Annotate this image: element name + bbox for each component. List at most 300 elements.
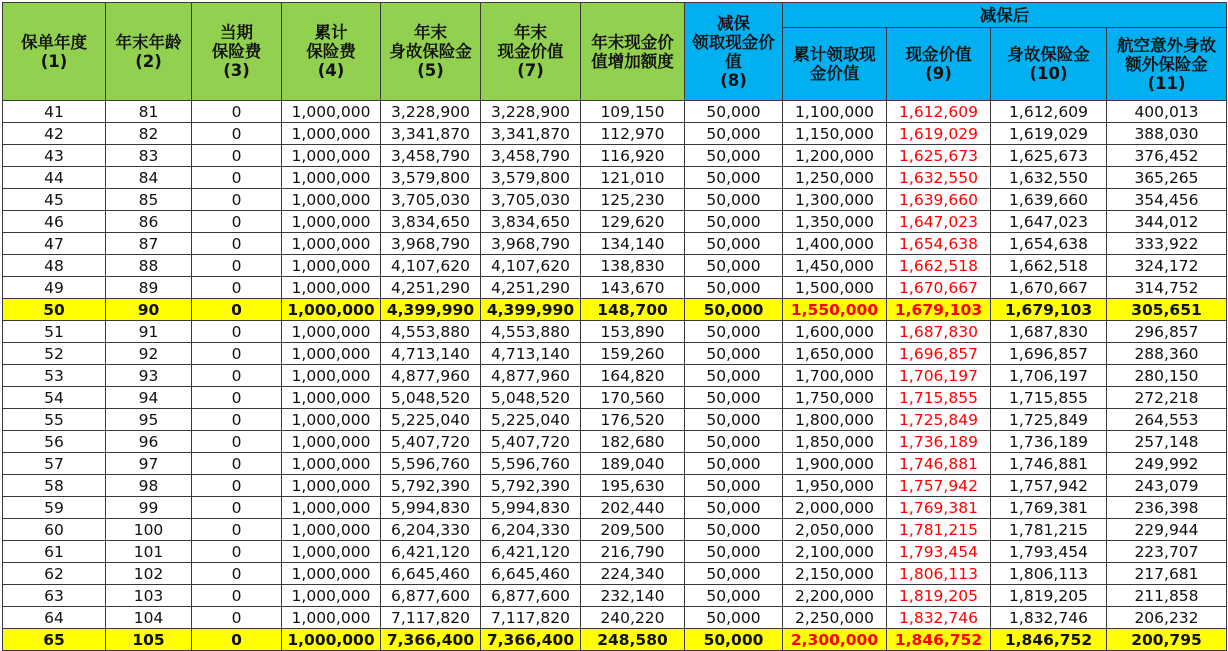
- cell-cash-value: 4,877,960: [481, 365, 581, 387]
- cell-cash-value-increase: 209,500: [581, 519, 685, 541]
- cell-air-accident-benefit: 314,752: [1107, 277, 1227, 299]
- cell-cash-value-after: 1,632,550: [887, 167, 991, 189]
- cell-cash-value-after: 1,696,857: [887, 343, 991, 365]
- cell-death-benefit-after: 1,625,673: [991, 145, 1107, 167]
- cell-current-premium: 0: [192, 277, 282, 299]
- cell-withdrawal: 50,000: [685, 123, 783, 145]
- header-line: (7): [517, 61, 544, 80]
- cell-cash-value-after: 1,625,673: [887, 145, 991, 167]
- cell-death-benefit-after: 1,687,830: [991, 321, 1107, 343]
- cell-withdrawal: 50,000: [685, 189, 783, 211]
- cell-policy-year: 59: [3, 497, 106, 519]
- cell-withdrawal: 50,000: [685, 167, 783, 189]
- header-line: 保险费: [211, 42, 262, 61]
- header-line: 领取现金价: [692, 32, 775, 52]
- cell-death-benefit: 4,553,880: [381, 321, 481, 343]
- cell-cash-value: 4,107,620: [481, 255, 581, 277]
- cell-cumulative-withdrawal: 1,200,000: [783, 145, 887, 167]
- cell-cumulative-premium: 1,000,000: [282, 497, 381, 519]
- cell-cash-value-after: 1,706,197: [887, 365, 991, 387]
- cell-cash-value-after: 1,647,023: [887, 211, 991, 233]
- table-row: [3, 497, 1227, 519]
- cell-policy-year: 50: [3, 299, 106, 321]
- cell-cumulative-withdrawal: 1,850,000: [783, 431, 887, 453]
- cell-cash-value-after: 1,687,830: [887, 321, 991, 343]
- cell-age: 87: [106, 233, 192, 255]
- cell-air-accident-benefit: 217,681: [1107, 563, 1227, 585]
- cell-current-premium: 0: [192, 365, 282, 387]
- cell-air-accident-benefit: 324,172: [1107, 255, 1227, 277]
- cell-cumulative-withdrawal: 1,150,000: [783, 123, 887, 145]
- cell-cash-value-after: 1,662,518: [887, 255, 991, 277]
- cell-withdrawal: 50,000: [685, 541, 783, 563]
- cell-death-benefit: 5,048,520: [381, 387, 481, 409]
- cell-cumulative-premium: 1,000,000: [282, 519, 381, 541]
- cell-policy-year: 58: [3, 475, 106, 497]
- cell-death-benefit: 3,968,790: [381, 233, 481, 255]
- cell-cumulative-withdrawal: 1,950,000: [783, 475, 887, 497]
- cell-withdrawal: 50,000: [685, 629, 783, 651]
- cell-cash-value-increase: 121,010: [581, 167, 685, 189]
- cell-cash-value-after: 1,757,942: [887, 475, 991, 497]
- cell-policy-year: 51: [3, 321, 106, 343]
- cell-cash-value-after: 1,746,881: [887, 453, 991, 475]
- cell-death-benefit: 7,117,820: [381, 607, 481, 629]
- cell-withdrawal: 50,000: [685, 365, 783, 387]
- cell-cash-value-increase: 112,970: [581, 123, 685, 145]
- header-line: 值增加额度: [591, 51, 674, 71]
- cell-current-premium: 0: [192, 299, 282, 321]
- cell-current-premium: 0: [192, 607, 282, 629]
- cell-age: 81: [106, 101, 192, 123]
- cell-age: 83: [106, 145, 192, 167]
- cell-withdrawal: 50,000: [685, 101, 783, 123]
- cell-cash-value: 7,117,820: [481, 607, 581, 629]
- cell-cumulative-premium: 1,000,000: [282, 101, 381, 123]
- cell-withdrawal: 50,000: [685, 431, 783, 453]
- cell-air-accident-benefit: 229,944: [1107, 519, 1227, 541]
- cell-air-accident-benefit: 236,398: [1107, 497, 1227, 519]
- table-row: [3, 541, 1227, 563]
- cell-cumulative-withdrawal: 1,500,000: [783, 277, 887, 299]
- cell-air-accident-benefit: 365,265: [1107, 167, 1227, 189]
- cell-death-benefit: 4,399,990: [381, 299, 481, 321]
- cell-age: 103: [106, 585, 192, 607]
- cell-cumulative-withdrawal: 2,200,000: [783, 585, 887, 607]
- cell-cash-value-increase: 232,140: [581, 585, 685, 607]
- cell-age: 90: [106, 299, 192, 321]
- cell-policy-year: 47: [3, 233, 106, 255]
- cell-cash-value-increase: 182,680: [581, 431, 685, 453]
- header-line: 累计: [314, 23, 348, 42]
- header-line: 值: [725, 51, 742, 71]
- cell-death-benefit-after: 1,781,215: [991, 519, 1107, 541]
- cell-withdrawal: 50,000: [685, 211, 783, 233]
- cell-death-benefit: 3,834,650: [381, 211, 481, 233]
- table-row: [3, 167, 1227, 189]
- cell-policy-year: 48: [3, 255, 106, 277]
- header-line: 保单年度: [21, 32, 87, 52]
- cell-cumulative-premium: 1,000,000: [282, 189, 381, 211]
- cell-policy-year: 41: [3, 101, 106, 123]
- cell-withdrawal: 50,000: [685, 585, 783, 607]
- cell-age: 99: [106, 497, 192, 519]
- cell-cash-value-after: 1,846,752: [887, 629, 991, 651]
- header-line: 金价值: [809, 64, 860, 83]
- cell-age: 85: [106, 189, 192, 211]
- header-cash-value-after: [887, 28, 991, 101]
- table-row: [3, 365, 1227, 387]
- cell-age: 105: [106, 629, 192, 651]
- cell-cash-value-after: 1,619,029: [887, 123, 991, 145]
- cell-policy-year: 44: [3, 167, 106, 189]
- cell-cumulative-premium: 1,000,000: [282, 365, 381, 387]
- cell-cumulative-withdrawal: 2,300,000: [783, 629, 887, 651]
- cell-cash-value: 3,458,790: [481, 145, 581, 167]
- cell-age: 97: [106, 453, 192, 475]
- cell-cash-value-increase: 195,630: [581, 475, 685, 497]
- header-current-premium: [192, 3, 282, 101]
- cell-cash-value-increase: 159,260: [581, 343, 685, 365]
- cell-death-benefit-after: 1,806,113: [991, 563, 1107, 585]
- cell-air-accident-benefit: 354,456: [1107, 189, 1227, 211]
- cell-cumulative-premium: 1,000,000: [282, 343, 381, 365]
- cell-cumulative-withdrawal: 1,550,000: [783, 299, 887, 321]
- header-line: 年末: [414, 23, 447, 42]
- cell-policy-year: 42: [3, 123, 106, 145]
- cell-cash-value-increase: 240,220: [581, 607, 685, 629]
- cell-withdrawal: 50,000: [685, 607, 783, 629]
- header-cumulative-premium: [282, 3, 381, 101]
- cell-withdrawal: 50,000: [685, 321, 783, 343]
- table-row: [3, 321, 1227, 343]
- cell-air-accident-benefit: 206,232: [1107, 607, 1227, 629]
- cell-current-premium: 0: [192, 585, 282, 607]
- cell-age: 96: [106, 431, 192, 453]
- cell-cash-value-after: 1,715,855: [887, 387, 991, 409]
- cell-withdrawal: 50,000: [685, 563, 783, 585]
- cell-cash-value-increase: 116,920: [581, 145, 685, 167]
- cell-death-benefit-after: 1,769,381: [991, 497, 1107, 519]
- cell-current-premium: 0: [192, 101, 282, 123]
- cell-current-premium: 0: [192, 321, 282, 343]
- cell-policy-year: 45: [3, 189, 106, 211]
- cell-air-accident-benefit: 200,795: [1107, 629, 1227, 651]
- cell-current-premium: 0: [192, 497, 282, 519]
- cell-current-premium: 0: [192, 189, 282, 211]
- cell-air-accident-benefit: 296,857: [1107, 321, 1227, 343]
- header-line: (8): [720, 70, 747, 90]
- cell-cumulative-withdrawal: 1,700,000: [783, 365, 887, 387]
- cell-cash-value-increase: 216,790: [581, 541, 685, 563]
- cell-age: 95: [106, 409, 192, 431]
- table-row: [3, 189, 1227, 211]
- cell-cash-value-after: 1,612,609: [887, 101, 991, 123]
- header-line: 当期: [220, 23, 253, 42]
- table-row: [3, 277, 1227, 299]
- header-age: [106, 3, 192, 101]
- cell-cash-value: 6,645,460: [481, 563, 581, 585]
- header-line: 航空意外身故: [1117, 35, 1216, 55]
- cell-cash-value-after: 1,654,638: [887, 233, 991, 255]
- cell-cumulative-premium: 1,000,000: [282, 541, 381, 563]
- cell-death-benefit-after: 1,706,197: [991, 365, 1107, 387]
- header-line: 年末现金价: [591, 32, 674, 52]
- cell-cash-value-after: 1,725,849: [887, 409, 991, 431]
- cell-age: 94: [106, 387, 192, 409]
- table-header: [3, 3, 1227, 101]
- cell-death-benefit: 5,407,720: [381, 431, 481, 453]
- cell-cumulative-withdrawal: 1,450,000: [783, 255, 887, 277]
- cell-cumulative-premium: 1,000,000: [282, 431, 381, 453]
- cell-cash-value-increase: 153,890: [581, 321, 685, 343]
- policy-value-table: [2, 2, 1227, 651]
- cell-cash-value-increase: 224,340: [581, 563, 685, 585]
- header-line: (9): [925, 64, 952, 83]
- cell-death-benefit: 6,645,460: [381, 563, 481, 585]
- cell-cumulative-premium: 1,000,000: [282, 145, 381, 167]
- cell-death-benefit-after: 1,679,103: [991, 299, 1107, 321]
- header-line: 年末: [514, 23, 547, 42]
- cell-death-benefit-after: 1,846,752: [991, 629, 1107, 651]
- cell-cash-value: 5,225,040: [481, 409, 581, 431]
- table-row: [3, 233, 1227, 255]
- cell-cash-value-after: 1,639,660: [887, 189, 991, 211]
- cell-cash-value: 3,341,870: [481, 123, 581, 145]
- cell-air-accident-benefit: 344,012: [1107, 211, 1227, 233]
- cell-policy-year: 49: [3, 277, 106, 299]
- table-row: [3, 211, 1227, 233]
- table-row: [3, 145, 1227, 167]
- cell-death-benefit-after: 1,696,857: [991, 343, 1107, 365]
- cell-death-benefit-after: 1,832,746: [991, 607, 1107, 629]
- cell-cash-value-increase: 176,520: [581, 409, 685, 431]
- cell-cash-value-increase: 143,670: [581, 277, 685, 299]
- cell-cash-value: 3,228,900: [481, 101, 581, 123]
- cell-cash-value-after: 1,819,205: [887, 585, 991, 607]
- header-line: (2): [135, 51, 162, 71]
- cell-cumulative-withdrawal: 1,100,000: [783, 101, 887, 123]
- cell-policy-year: 43: [3, 145, 106, 167]
- cell-cumulative-withdrawal: 1,900,000: [783, 453, 887, 475]
- cell-cumulative-premium: 1,000,000: [282, 123, 381, 145]
- cell-air-accident-benefit: 264,553: [1107, 409, 1227, 431]
- header-death-benefit: [381, 3, 481, 101]
- cell-cash-value-after: 1,736,189: [887, 431, 991, 453]
- cell-current-premium: 0: [192, 123, 282, 145]
- cell-air-accident-benefit: 243,079: [1107, 475, 1227, 497]
- cell-death-benefit-after: 1,757,942: [991, 475, 1107, 497]
- cell-cash-value-after: 1,781,215: [887, 519, 991, 541]
- cell-air-accident-benefit: 333,922: [1107, 233, 1227, 255]
- cell-cash-value-increase: 170,560: [581, 387, 685, 409]
- cell-age: 88: [106, 255, 192, 277]
- cell-withdrawal: 50,000: [685, 299, 783, 321]
- cell-withdrawal: 50,000: [685, 453, 783, 475]
- cell-cumulative-premium: 1,000,000: [282, 233, 381, 255]
- header-after-reduction-group: 减保后: [783, 3, 1227, 28]
- cell-policy-year: 54: [3, 387, 106, 409]
- cell-cumulative-withdrawal: 2,150,000: [783, 563, 887, 585]
- cell-cash-value: 4,399,990: [481, 299, 581, 321]
- cell-cash-value: 5,407,720: [481, 431, 581, 453]
- cell-air-accident-benefit: 376,452: [1107, 145, 1227, 167]
- cell-policy-year: 64: [3, 607, 106, 629]
- cell-cash-value-increase: 148,700: [581, 299, 685, 321]
- cell-policy-year: 61: [3, 541, 106, 563]
- cell-withdrawal: 50,000: [685, 409, 783, 431]
- cell-current-premium: 0: [192, 563, 282, 585]
- cell-policy-year: 65: [3, 629, 106, 651]
- cell-age: 91: [106, 321, 192, 343]
- cell-age: 101: [106, 541, 192, 563]
- cell-cash-value: 3,834,650: [481, 211, 581, 233]
- cell-cash-value-increase: 248,580: [581, 629, 685, 651]
- cell-air-accident-benefit: 211,858: [1107, 585, 1227, 607]
- cell-cumulative-premium: 1,000,000: [282, 409, 381, 431]
- cell-withdrawal: 50,000: [685, 475, 783, 497]
- header-line: 额外保险金: [1125, 54, 1208, 74]
- table-row: [3, 299, 1227, 321]
- cell-age: 104: [106, 607, 192, 629]
- cell-age: 102: [106, 563, 192, 585]
- cell-death-benefit: 3,341,870: [381, 123, 481, 145]
- header-line: (3): [223, 61, 250, 80]
- header-line: (1): [40, 51, 68, 71]
- cell-cash-value-after: 1,832,746: [887, 607, 991, 629]
- cell-withdrawal: 50,000: [685, 497, 783, 519]
- cell-cumulative-withdrawal: 2,000,000: [783, 497, 887, 519]
- cell-withdrawal: 50,000: [685, 145, 783, 167]
- cell-age: 98: [106, 475, 192, 497]
- cell-death-benefit: 4,107,620: [381, 255, 481, 277]
- header-death-benefit-after: [991, 28, 1107, 101]
- cell-cash-value: 4,553,880: [481, 321, 581, 343]
- cell-withdrawal: 50,000: [685, 255, 783, 277]
- cell-cumulative-withdrawal: 1,350,000: [783, 211, 887, 233]
- cell-cumulative-withdrawal: 2,050,000: [783, 519, 887, 541]
- cell-cash-value-after: 1,793,454: [887, 541, 991, 563]
- cell-current-premium: 0: [192, 541, 282, 563]
- cell-air-accident-benefit: 305,651: [1107, 299, 1227, 321]
- cell-cash-value-increase: 164,820: [581, 365, 685, 387]
- cell-age: 93: [106, 365, 192, 387]
- cell-cash-value: 6,877,600: [481, 585, 581, 607]
- cell-air-accident-benefit: 249,992: [1107, 453, 1227, 475]
- table-row: [3, 255, 1227, 277]
- cell-cash-value-increase: 125,230: [581, 189, 685, 211]
- cell-cash-value: 3,579,800: [481, 167, 581, 189]
- header-line: (11): [1147, 73, 1186, 93]
- cell-death-benefit-after: 1,654,638: [991, 233, 1107, 255]
- cell-cash-value: 7,366,400: [481, 629, 581, 651]
- cell-policy-year: 60: [3, 519, 106, 541]
- cell-cash-value: 3,705,030: [481, 189, 581, 211]
- cell-death-benefit-after: 1,662,518: [991, 255, 1107, 277]
- table-row: [3, 475, 1227, 497]
- header-line: (10): [1029, 64, 1068, 83]
- cell-policy-year: 57: [3, 453, 106, 475]
- table-row: [3, 101, 1227, 123]
- cell-current-premium: 0: [192, 409, 282, 431]
- header-cash-value: [481, 3, 581, 101]
- header-cash-value-increase: [581, 3, 685, 101]
- cell-policy-year: 62: [3, 563, 106, 585]
- cell-policy-year: 53: [3, 365, 106, 387]
- header-withdrawal: [685, 3, 783, 101]
- cell-death-benefit: 3,705,030: [381, 189, 481, 211]
- cell-age: 86: [106, 211, 192, 233]
- cell-policy-year: 63: [3, 585, 106, 607]
- cell-death-benefit-after: 1,793,454: [991, 541, 1107, 563]
- cell-age: 89: [106, 277, 192, 299]
- cell-cash-value: 6,421,120: [481, 541, 581, 563]
- cell-cash-value: 5,994,830: [481, 497, 581, 519]
- cell-cumulative-premium: 1,000,000: [282, 475, 381, 497]
- header-line: 现金价值: [497, 42, 564, 61]
- cell-cash-value: 5,048,520: [481, 387, 581, 409]
- cell-current-premium: 0: [192, 233, 282, 255]
- cell-cumulative-premium: 1,000,000: [282, 321, 381, 343]
- cell-age: 84: [106, 167, 192, 189]
- cell-death-benefit: 3,458,790: [381, 145, 481, 167]
- cell-air-accident-benefit: 257,148: [1107, 431, 1227, 453]
- cell-death-benefit-after: 1,639,660: [991, 189, 1107, 211]
- header-air-accident-benefit: [1107, 28, 1227, 101]
- cell-death-benefit-after: 1,632,550: [991, 167, 1107, 189]
- header-line: 现金价值: [905, 45, 972, 64]
- cell-death-benefit-after: 1,619,029: [991, 123, 1107, 145]
- cell-cumulative-premium: 1,000,000: [282, 299, 381, 321]
- cell-death-benefit-after: 1,612,609: [991, 101, 1107, 123]
- header-line: 身故保险金: [1007, 45, 1090, 64]
- cell-cash-value-after: 1,806,113: [887, 563, 991, 585]
- cell-death-benefit: 6,204,330: [381, 519, 481, 541]
- cell-current-premium: 0: [192, 453, 282, 475]
- cell-cash-value-increase: 129,620: [581, 211, 685, 233]
- cell-withdrawal: 50,000: [685, 233, 783, 255]
- cell-death-benefit-after: 1,819,205: [991, 585, 1107, 607]
- cell-cumulative-withdrawal: 1,250,000: [783, 167, 887, 189]
- header-line: 累计领取现: [793, 45, 876, 64]
- cell-cumulative-withdrawal: 1,750,000: [783, 387, 887, 409]
- table-row: [3, 519, 1227, 541]
- cell-cash-value: 5,596,760: [481, 453, 581, 475]
- cell-cumulative-withdrawal: 1,400,000: [783, 233, 887, 255]
- cell-age: 82: [106, 123, 192, 145]
- cell-death-benefit: 5,596,760: [381, 453, 481, 475]
- cell-air-accident-benefit: 400,013: [1107, 101, 1227, 123]
- table-row: [3, 607, 1227, 629]
- cell-current-premium: 0: [192, 343, 282, 365]
- header-line: (5): [417, 61, 444, 80]
- cell-death-benefit-after: 1,725,849: [991, 409, 1107, 431]
- cell-cumulative-premium: 1,000,000: [282, 255, 381, 277]
- cell-current-premium: 0: [192, 431, 282, 453]
- cell-policy-year: 55: [3, 409, 106, 431]
- cell-cash-value: 5,792,390: [481, 475, 581, 497]
- cell-cumulative-premium: 1,000,000: [282, 629, 381, 651]
- cell-cumulative-premium: 1,000,000: [282, 453, 381, 475]
- cell-air-accident-benefit: 388,030: [1107, 123, 1227, 145]
- cell-withdrawal: 50,000: [685, 519, 783, 541]
- cell-cumulative-premium: 1,000,000: [282, 387, 381, 409]
- cell-death-benefit: 4,877,960: [381, 365, 481, 387]
- cell-air-accident-benefit: 280,150: [1107, 365, 1227, 387]
- cell-cash-value: 4,251,290: [481, 277, 581, 299]
- table-row: [3, 431, 1227, 453]
- cell-cumulative-withdrawal: 2,100,000: [783, 541, 887, 563]
